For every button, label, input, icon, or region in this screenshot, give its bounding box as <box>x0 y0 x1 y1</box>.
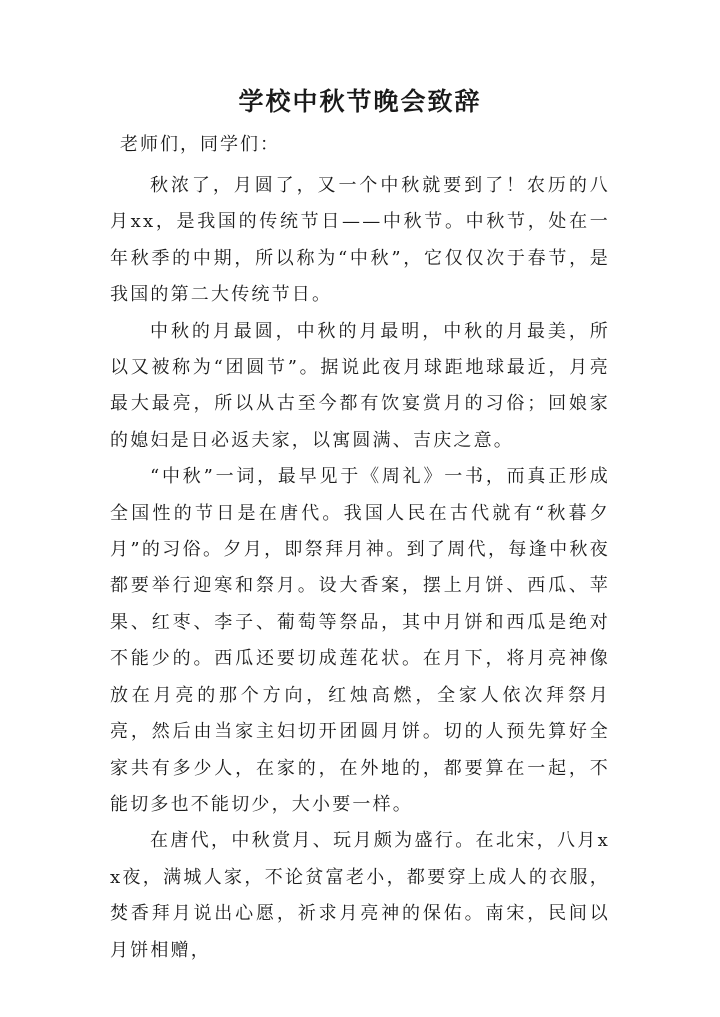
document-body <box>110 168 610 969</box>
paragraph: 秋浓了，月圆了，又一个中秋就要到了！农历的八月xx，是我国的传统节日——中秋节。中秋节，处在一年秋季的中期，所以称为“中秋”，它仅仅次于春节，是我国的第二大传统节日。 <box>110 175 610 306</box>
paragraph: “中秋”一词，最早见于《周礼》一书，而真正形成全国性的节日是在唐代。我国人民在古代就有“秋暮夕月”的习俗。夕月，即祭拜月神。到了周代，每逢中秋夜都要举行迎寒和祭月。设大香案，摆上月饼、西瓜、苹果、红枣、李子、葡萄等祭品，其中月饼和西瓜是绝对不能少的。西瓜还要切成莲花状。在月下，将月亮神像放在月亮的那个方向，红烛高燃，全家人依次拜祭月亮，然后由当家主妇切开团圆月饼。切的人预先算好全家共有多少人，在家的，在外地的，都要算在一起，不能切多也不能切少，大小要一样。 <box>110 466 610 815</box>
paragraph: 中秋的月最圆，中秋的月最明，中秋的月最美，所以又被称为“团圆节”。据说此夜月球距地球最近，月亮最大最亮，所以从古至今都有饮宴赏月的习俗；回娘家的媳妇是日必返夫家，以寓圆满、吉庆之意。 <box>110 320 610 451</box>
paragraph: 在唐代，中秋赏月、玩月颇为盛行。在北宋，八月xx夜，满城人家，不论贫富老小，都要穿上成人的衣服，焚香拜月说出心愿，祈求月亮神的保佑。南宋，民间以月饼相赠， <box>110 830 610 961</box>
greeting: 老师们，同学们： <box>120 134 280 155</box>
document-title: 学校中秋节晚会致辞 <box>238 87 482 116</box>
